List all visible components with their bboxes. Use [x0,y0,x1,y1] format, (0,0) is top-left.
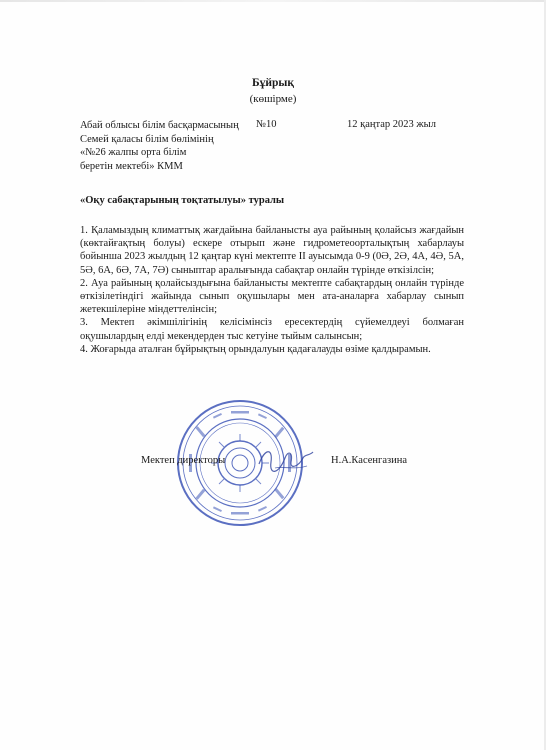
sender-line-2: Семей қаласы білім бөлімінің [80,133,214,145]
sender-block [80,119,239,173]
order-subject: «Оқу сабақтарының тоқтатылуы» туралы [80,195,285,206]
document-subtitle: (көшірме) [249,93,297,105]
signature-position: Мектеп директоры [141,455,226,466]
order-item-1: 1. Қаламыздың климаттық жағдайына байланысты ауа райының қолайсыз жағдайын (көктайғақтың болуы) ескере отырып және гидрометеоорталықтың хабарлауы бойынша 2023 жылдың 12 қаңтар күні мектепте II ауысымда 0-9 (0Ә, 2Ә, 4А, 4Ә, 5А, 5Ә, 6А, 6Ә, 7А, 7Ә) сыныптар аралығында сабақтар онлайн түрінде өткізілсін; [80,225,464,276]
scan-edge-top [0,0,546,2]
order-number: №10 [256,119,277,130]
handwritten-signature-icon [255,440,317,480]
order-date: 12 қаңтар 2023 жыл [347,119,436,130]
document-title: Бұйрық [252,77,294,89]
sender-line-1: Абай облысы білім басқармасының [80,120,239,131]
order-item-4: 4. Жоғарыда аталған бұйрықтың орындалуын қадағалауды өзіме қалдырамын. [80,343,431,355]
sender-line-3: «№26 жалпы орта білім [80,147,187,158]
order-body [80,224,464,356]
order-item-3: 3. Мектеп әкімшілігінің келісімінсіз ересектердің сүйемелдеуі болмаған оқушылардың елді мекендерден тыс кетуіне тыйым салынсын; [80,317,464,342]
sender-line-4: беретін мектебі» КММ [80,160,183,172]
order-item-2: 2. Ауа райының қолайсыздығына байланысты мектепте сабақтардың онлайн түрінде өткізілетіндігі жайында сынып оқушылары мен ата-аналарға хабарлау сынып жетекшілеріне міндеттелінсін; [80,277,464,316]
signature-name: Н.А.Касенгазина [331,455,408,466]
